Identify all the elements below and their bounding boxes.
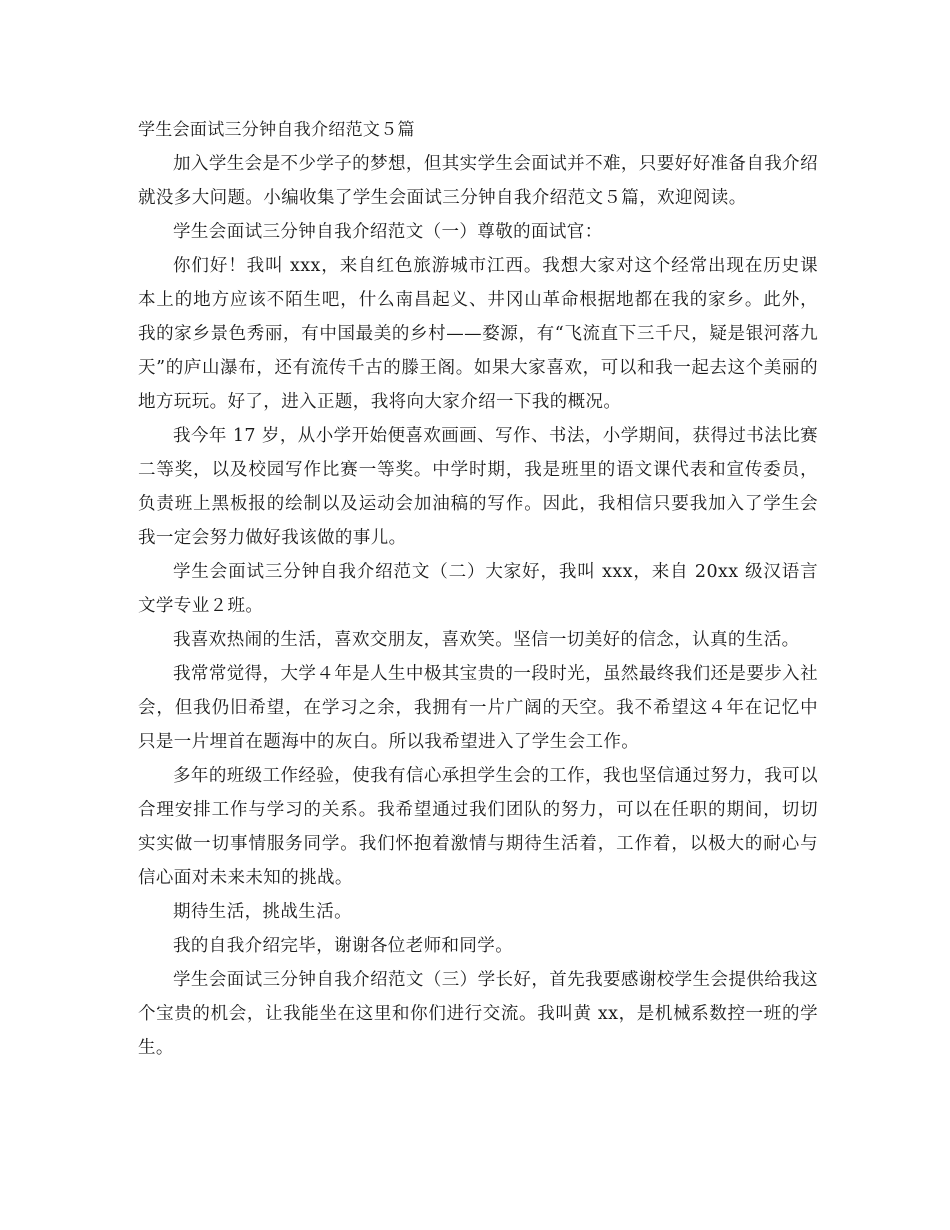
paragraph-sample-1-hometown: 你们好！我叫 xxx，来自红色旅游城市江西。我想大家对这个经常出现在历史课本上的地方应该不陌生吧，什么南昌起义、井冈山革命根据地都在我的家乡。此外，我的家乡景色秀丽，有中国最美的乡村——婺源，有“飞流直下三千尺，疑是银河落九天”的庐山瀑布，还有流传千古的滕王阁。如果大家喜欢，可以和我一起去这个美丽的地方玩玩。好了，进入正题，我将向大家介绍一下我的概况。 <box>138 256 818 412</box>
document-body <box>138 117 818 1065</box>
paragraph-sample-2-experience: 多年的班级工作经验，使我有信心承担学生会的工作，我也坚信通过努力，我可以合理安排工作与学习的关系。我希望通过我们团队的努力，可以在任职的期间，切切实实做一切事情服务同学。我们怀抱着激情与期待生活着，工作着，以极大的耐心与信心面对未来未知的挑战。 <box>138 766 818 888</box>
paragraph-sample-2-university: 我常常觉得，大学４年是人生中极其宝贵的一段时光，虽然最终我们还是要步入社会，但我仍旧希望，在学习之余，我拥有一片广阔的天空。我不希望这４年在记忆中只是一片埋首在题海中的灰白。所以我希望进入了学生会工作。 <box>138 664 818 752</box>
paragraph-sample-1-hobbies: 我今年 17 岁，从小学开始便喜欢画画、写作、书法，小学期间，获得过书法比赛二等奖，以及校园写作比赛一等奖。中学时期，我是班里的语文课代表和宣传委员，负责班上黑板报的绘制以及运动会加油稿的写作。因此，我相信只要我加入了学生会我一定会努力做好我该做的事儿。 <box>138 426 818 548</box>
document-title: 学生会面试三分钟自我介绍范文５篇 <box>138 120 415 140</box>
paragraph-sample-2-motto: 期待生活，挑战生活。 <box>173 902 352 922</box>
paragraph-sample-3-heading: 学生会面试三分钟自我介绍范文（三）学长好，首先我要感谢校学生会提供给我这个宝贵的机会，让我能坐在这里和你们进行交流。我叫黄 xx，是机械系数控一班的学生。 <box>138 970 818 1058</box>
paragraph-sample-2-heading: 学生会面试三分钟自我介绍范文（二）大家好，我叫 xxx，来自 20xx 级汉语言文学专业２班。 <box>138 562 818 616</box>
paragraph-intro: 加入学生会是不少学子的梦想，但其实学生会面试并不难，只要好好准备自我介绍就没多大问题。小编收集了学生会面试三分钟自我介绍范文５篇，欢迎阅读。 <box>138 154 818 208</box>
paragraph-sample-2-closing: 我的自我介绍完毕，谢谢各位老师和同学。 <box>173 936 514 956</box>
paragraph-sample-2-personality: 我喜欢热闹的生活，喜欢交朋友，喜欢笑。坚信一切美好的信念，认真的生活。 <box>173 630 800 650</box>
paragraph-sample-1-heading: 学生会面试三分钟自我介绍范文（一）尊敬的面试官： <box>173 222 603 242</box>
